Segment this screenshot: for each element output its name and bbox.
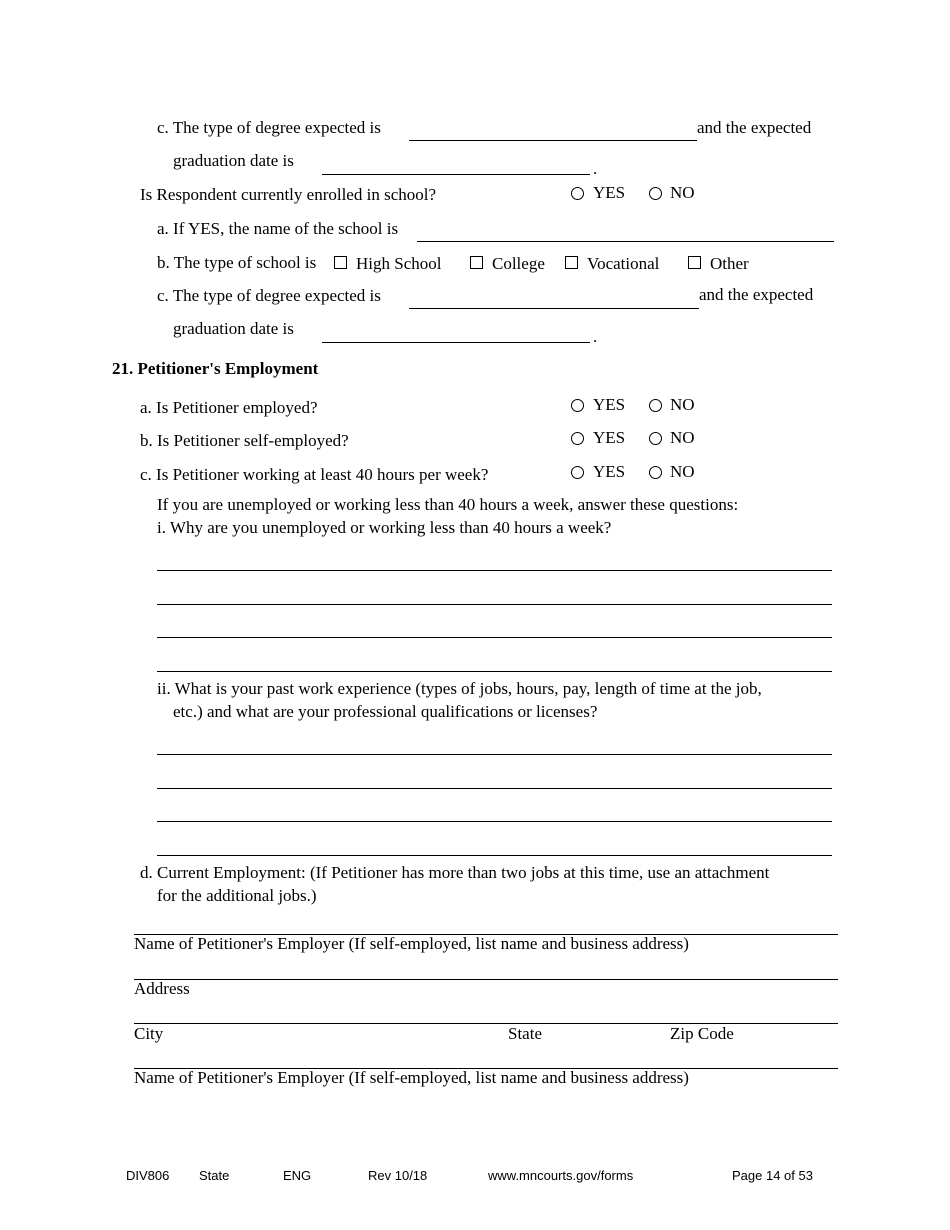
answer-ii-line[interactable] — [157, 855, 832, 856]
respondent-enrolled-question: Is Respondent currently enrolled in school? — [140, 185, 437, 204]
graduation-label-2: graduation date is — [173, 319, 294, 338]
graduation-date-field-2[interactable] — [322, 342, 590, 343]
question-ii-line1: ii. What is your past work experience (types of jobs, hours, pay, length of time at the job, — [157, 679, 762, 698]
degree-type-label: c. The type of degree expected is — [157, 118, 381, 137]
employer-name-label-2: Name of Petitioner's Employer (If self-employed, list name and business address) — [134, 1068, 689, 1087]
employed-yes-label: YES — [593, 395, 626, 414]
answer-i-line[interactable] — [157, 604, 832, 605]
state-label: State — [508, 1024, 542, 1043]
school-name-field[interactable] — [417, 241, 834, 242]
degree-type-field[interactable] — [409, 140, 697, 141]
vocational-checkbox[interactable] — [565, 256, 578, 269]
degree-type-label-2: c. The type of degree expected is — [157, 286, 381, 305]
employment-heading: 21. Petitioner's Employment — [112, 359, 319, 378]
forty-hours-no-radio[interactable] — [649, 466, 662, 479]
expected-suffix-2: and the expected — [699, 285, 814, 304]
employed-no-radio[interactable] — [649, 399, 662, 412]
q-employed: a. Is Petitioner employed? — [140, 398, 318, 417]
question-i: i. Why are you unemployed or working less than 40 hours a week? — [157, 518, 612, 537]
college-label: College — [492, 254, 545, 273]
high-school-checkbox[interactable] — [334, 256, 347, 269]
address-field[interactable] — [134, 979, 838, 980]
respondent-enrolled-no-radio[interactable] — [649, 187, 662, 200]
no-label: NO — [670, 183, 695, 202]
self-employed-no-label: NO — [670, 428, 695, 447]
forty-hours-yes-radio[interactable] — [571, 466, 584, 479]
period: . — [593, 159, 598, 178]
self-employed-yes-label: YES — [593, 428, 626, 447]
self-employed-no-radio[interactable] — [649, 432, 662, 445]
question-d-line2: for the additional jobs.) — [157, 886, 317, 905]
answer-ii-line[interactable] — [157, 788, 832, 789]
employer-name-label: Name of Petitioner's Employer (If self-employed, list name and business address) — [134, 934, 689, 953]
footer-state: State — [199, 1168, 230, 1183]
employed-no-label: NO — [670, 395, 695, 414]
question-d-line1: d. Current Employment: (If Petitioner has more than two jobs at this time, use an attachment — [140, 863, 770, 882]
q-self-employed: b. Is Petitioner self-employed? — [140, 431, 349, 450]
answer-i-line[interactable] — [157, 671, 832, 672]
forty-hours-no-label: NO — [670, 462, 695, 481]
forty-hours-yes-label: YES — [593, 462, 626, 481]
footer-language: ENG — [283, 1168, 312, 1183]
respondent-enrolled-yes-radio[interactable] — [571, 187, 584, 200]
city-label: City — [134, 1024, 164, 1043]
degree-type-field-2[interactable] — [409, 308, 699, 309]
high-school-label: High School — [356, 254, 442, 273]
q-40-hours: c. Is Petitioner working at least 40 hours per week? — [140, 465, 489, 484]
answer-ii-line[interactable] — [157, 821, 832, 822]
address-label: Address — [134, 979, 190, 998]
self-employed-yes-radio[interactable] — [571, 432, 584, 445]
yes-label: YES — [593, 183, 626, 202]
college-checkbox[interactable] — [470, 256, 483, 269]
question-ii-line2: etc.) and what are your professional qualifications or licenses? — [173, 702, 598, 721]
graduation-label: graduation date is — [173, 151, 294, 170]
zip-label: Zip Code — [670, 1024, 734, 1043]
answer-i-line[interactable] — [157, 570, 832, 571]
expected-suffix: and the expected — [697, 118, 812, 137]
footer-url[interactable]: www.mncourts.gov/forms — [488, 1168, 634, 1183]
footer-page-number: Page 14 of 53 — [732, 1168, 813, 1183]
answer-ii-line[interactable] — [157, 754, 832, 755]
other-checkbox[interactable] — [688, 256, 701, 269]
other-label: Other — [710, 254, 749, 273]
vocational-label: Vocational — [587, 254, 660, 273]
footer-revision: Rev 10/18 — [368, 1168, 428, 1183]
period-2: . — [593, 327, 598, 346]
school-name-label: a. If YES, the name of the school is — [157, 219, 399, 238]
footer-form-id: DIV806 — [126, 1168, 170, 1183]
employed-yes-radio[interactable] — [571, 399, 584, 412]
graduation-date-field[interactable] — [322, 174, 590, 175]
school-type-label: b. The type of school is — [157, 253, 317, 272]
instruction-text: If you are unemployed or working less than 40 hours a week, answer these questions: — [157, 495, 739, 514]
answer-i-line[interactable] — [157, 637, 832, 638]
